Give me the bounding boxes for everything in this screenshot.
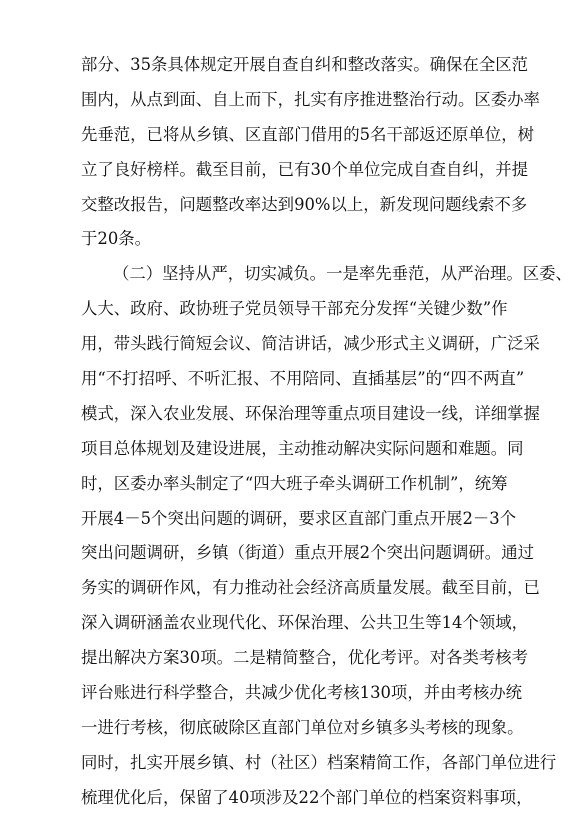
paragraph-line: 人大、政府、政协班子党员领导干部充分发挥“关键少数”作 <box>81 299 508 319</box>
paragraph-line: 先垂范，已将从乡镇、区直部门借用的5名干部返还原单位，树 <box>81 124 534 144</box>
document-body <box>81 48 572 816</box>
paragraph-line: 项目总体规划及建设进展，主动推动解决实际问题和难题。同 <box>81 438 524 458</box>
paragraph-line: 用“不打招呼、不听汇报、不用陪同、直插基层”的“四不两直” <box>81 369 525 389</box>
paragraph-line: 交整改报告，问题整改率达到90%以上，新发现问题线索不多 <box>81 194 528 214</box>
paragraph-line: 提出解决方案30项。二是精简整合，优化考评。对各类考核考 <box>81 648 529 668</box>
paragraph-line: 立了良好榜样。截至目前，已有30个单位完成自查自纠，并提 <box>81 159 529 179</box>
paragraph-line: 深入调研涵盖农业现代化、环保治理、公共卫生等14个领域， <box>81 613 529 633</box>
paragraph-line: 于20条。 <box>81 229 152 249</box>
paragraph-line: （二）坚持从严，切实减负。一是率先垂范，从严治理。区委、 <box>113 264 572 284</box>
paragraph-line: 围内，从点到面、自上而下，扎实有序推进整治行动。区委办率 <box>81 89 540 109</box>
paragraph-line: 用，带头践行简短会议、简洁讲话，减少形式主义调研，广泛采 <box>81 334 540 354</box>
paragraph-line: 部分、35条具体规定开展自查自纠和整改落实。确保在全区范 <box>81 55 529 74</box>
paragraph-line: 梳理优化后，保留了40项涉及22个部门单位的档案资料事项， <box>81 787 533 807</box>
paragraph-line: 同时，扎实开展乡镇、村（社区）档案精简工作，各部门单位进行 <box>81 752 557 772</box>
paragraph-line: 务实的调研作风，有力推动社会经济高质量发展。截至目前，已 <box>81 578 540 598</box>
paragraph-line: 评台账进行科学整合，共减少优化考核130项，并由考核办统 <box>81 683 523 703</box>
paragraph-line: 突出问题调研，乡镇（街道）重点开展2个突出问题调研。通过 <box>81 543 534 563</box>
paragraph-line: 模式，深入农业发展、环保治理等重点项目建设一线，详细掌握 <box>81 403 540 423</box>
paragraph-line: 时，区委办率头制定了“四大班子牵头调研工作机制”，统筹 <box>81 473 508 493</box>
paragraph-line: 开展4－5个突出问题的调研，要求区直部门重点开展2－3个 <box>81 508 517 528</box>
paragraph-line: 一进行考核，彻底破除区直部门单位对乡镇多头考核的现象。 <box>81 717 524 737</box>
